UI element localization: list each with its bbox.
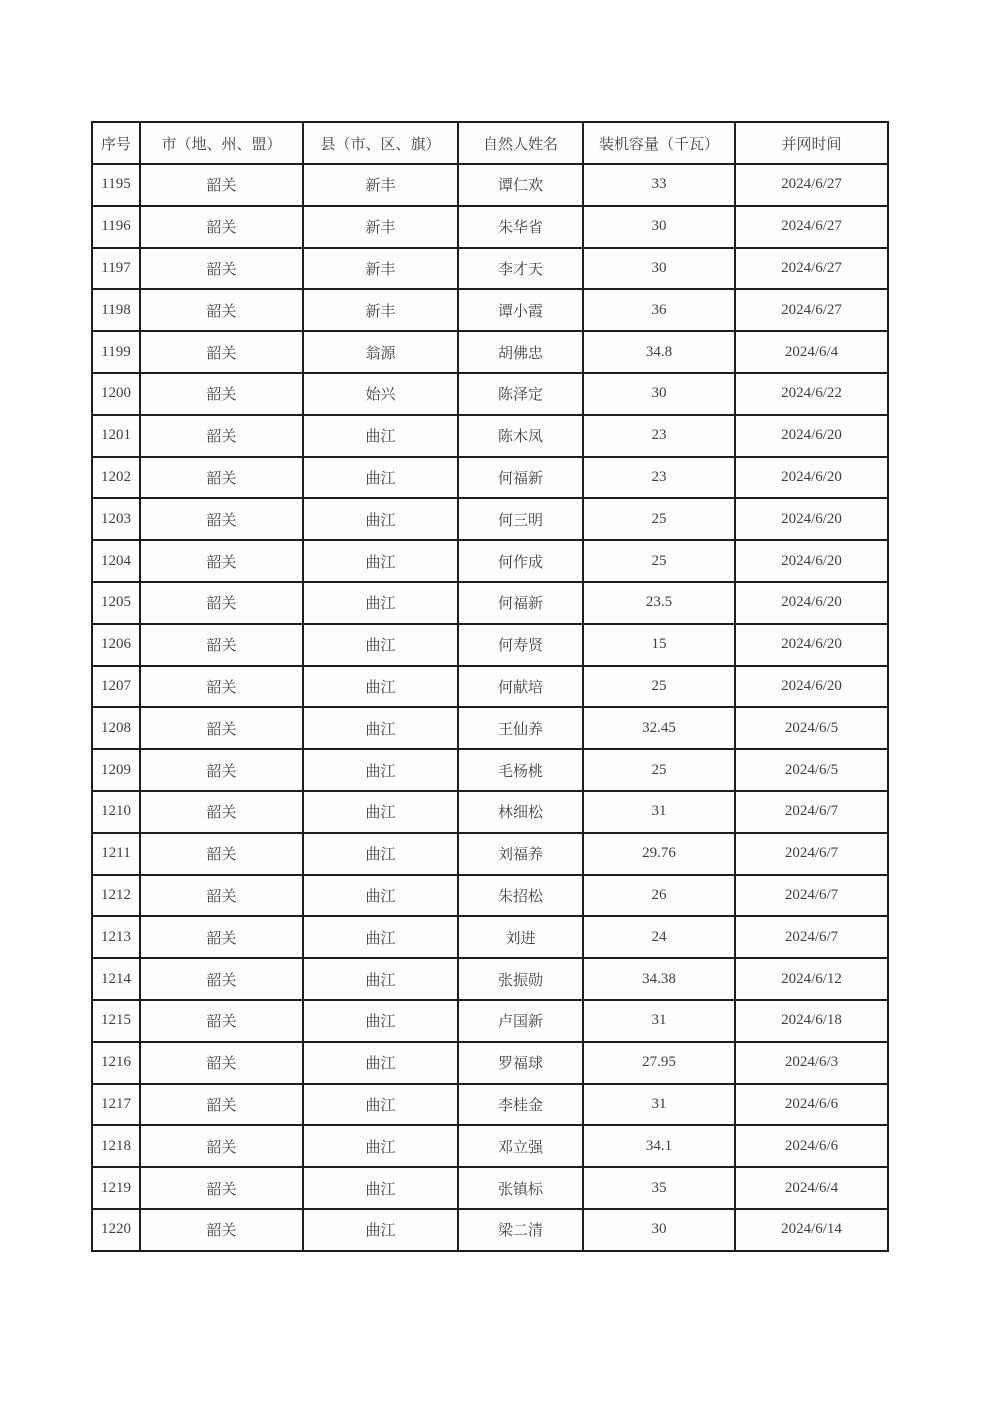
cell-grid-connection-date: 2024/6/18 bbox=[735, 1000, 888, 1042]
cell-person-name: 林细松 bbox=[458, 791, 583, 833]
cell-grid-connection-date: 2024/6/27 bbox=[735, 248, 888, 290]
cell-person-name: 何作成 bbox=[458, 540, 583, 582]
cell-city: 韶关 bbox=[140, 1084, 303, 1126]
cell-county: 曲江 bbox=[303, 415, 458, 457]
cell-grid-connection-date: 2024/6/22 bbox=[735, 373, 888, 415]
cell-person-name: 刘福养 bbox=[458, 833, 583, 875]
header-county: 县（市、区、旗） bbox=[303, 122, 458, 164]
cell-city: 韶关 bbox=[140, 373, 303, 415]
cell-city: 韶关 bbox=[140, 206, 303, 248]
cell-serial: 1208 bbox=[92, 707, 140, 749]
cell-grid-connection-date: 2024/6/27 bbox=[735, 206, 888, 248]
cell-city: 韶关 bbox=[140, 749, 303, 791]
cell-city: 韶关 bbox=[140, 415, 303, 457]
cell-capacity-kw: 34.8 bbox=[583, 331, 735, 373]
cell-county: 曲江 bbox=[303, 1042, 458, 1084]
cell-county: 曲江 bbox=[303, 916, 458, 958]
cell-serial: 1209 bbox=[92, 749, 140, 791]
cell-person-name: 王仙养 bbox=[458, 707, 583, 749]
cell-serial: 1214 bbox=[92, 958, 140, 1000]
cell-serial: 1203 bbox=[92, 498, 140, 540]
cell-capacity-kw: 23 bbox=[583, 457, 735, 499]
cell-city: 韶关 bbox=[140, 875, 303, 917]
cell-county: 新丰 bbox=[303, 289, 458, 331]
table-row bbox=[92, 415, 888, 457]
cell-person-name: 朱华省 bbox=[458, 206, 583, 248]
cell-county: 曲江 bbox=[303, 624, 458, 666]
table-row bbox=[92, 540, 888, 582]
cell-county: 曲江 bbox=[303, 707, 458, 749]
cell-county: 始兴 bbox=[303, 373, 458, 415]
cell-city: 韶关 bbox=[140, 164, 303, 206]
cell-county: 新丰 bbox=[303, 248, 458, 290]
cell-city: 韶关 bbox=[140, 1209, 303, 1251]
cell-grid-connection-date: 2024/6/3 bbox=[735, 1042, 888, 1084]
cell-serial: 1201 bbox=[92, 415, 140, 457]
cell-grid-connection-date: 2024/6/7 bbox=[735, 875, 888, 917]
cell-grid-connection-date: 2024/6/5 bbox=[735, 707, 888, 749]
table-row bbox=[92, 248, 888, 290]
cell-county: 新丰 bbox=[303, 164, 458, 206]
cell-capacity-kw: 23 bbox=[583, 415, 735, 457]
cell-serial: 1213 bbox=[92, 916, 140, 958]
cell-county: 曲江 bbox=[303, 958, 458, 1000]
table-row bbox=[92, 289, 888, 331]
cell-capacity-kw: 30 bbox=[583, 206, 735, 248]
cell-serial: 1198 bbox=[92, 289, 140, 331]
cell-serial: 1215 bbox=[92, 1000, 140, 1042]
cell-capacity-kw: 25 bbox=[583, 749, 735, 791]
cell-grid-connection-date: 2024/6/12 bbox=[735, 958, 888, 1000]
cell-capacity-kw: 24 bbox=[583, 916, 735, 958]
cell-city: 韶关 bbox=[140, 916, 303, 958]
cell-city: 韶关 bbox=[140, 248, 303, 290]
cell-serial: 1205 bbox=[92, 582, 140, 624]
cell-grid-connection-date: 2024/6/4 bbox=[735, 331, 888, 373]
table-row bbox=[92, 1167, 888, 1209]
cell-county: 曲江 bbox=[303, 875, 458, 917]
cell-county: 曲江 bbox=[303, 540, 458, 582]
cell-person-name: 张镇标 bbox=[458, 1167, 583, 1209]
cell-grid-connection-date: 2024/6/20 bbox=[735, 624, 888, 666]
table-row bbox=[92, 373, 888, 415]
cell-city: 韶关 bbox=[140, 666, 303, 708]
cell-city: 韶关 bbox=[140, 624, 303, 666]
table-row bbox=[92, 457, 888, 499]
cell-capacity-kw: 34.1 bbox=[583, 1125, 735, 1167]
cell-city: 韶关 bbox=[140, 498, 303, 540]
cell-person-name: 梁二清 bbox=[458, 1209, 583, 1251]
cell-person-name: 刘进 bbox=[458, 916, 583, 958]
cell-grid-connection-date: 2024/6/6 bbox=[735, 1125, 888, 1167]
table-row bbox=[92, 1000, 888, 1042]
cell-person-name: 何福新 bbox=[458, 582, 583, 624]
cell-serial: 1219 bbox=[92, 1167, 140, 1209]
cell-grid-connection-date: 2024/6/6 bbox=[735, 1084, 888, 1126]
cell-capacity-kw: 27.95 bbox=[583, 1042, 735, 1084]
header-capacity-kw: 装机容量（千瓦） bbox=[583, 122, 735, 164]
cell-county: 曲江 bbox=[303, 582, 458, 624]
cell-grid-connection-date: 2024/6/27 bbox=[735, 164, 888, 206]
cell-capacity-kw: 33 bbox=[583, 164, 735, 206]
cell-grid-connection-date: 2024/6/7 bbox=[735, 916, 888, 958]
cell-serial: 1196 bbox=[92, 206, 140, 248]
cell-county: 曲江 bbox=[303, 1000, 458, 1042]
cell-person-name: 何献培 bbox=[458, 666, 583, 708]
cell-serial: 1195 bbox=[92, 164, 140, 206]
cell-city: 韶关 bbox=[140, 331, 303, 373]
cell-serial: 1217 bbox=[92, 1084, 140, 1126]
cell-grid-connection-date: 2024/6/4 bbox=[735, 1167, 888, 1209]
cell-capacity-kw: 32.45 bbox=[583, 707, 735, 749]
cell-grid-connection-date: 2024/6/20 bbox=[735, 415, 888, 457]
table-row bbox=[92, 666, 888, 708]
cell-city: 韶关 bbox=[140, 791, 303, 833]
table-row bbox=[92, 331, 888, 373]
table-row bbox=[92, 206, 888, 248]
table-row bbox=[92, 791, 888, 833]
cell-capacity-kw: 31 bbox=[583, 791, 735, 833]
cell-county: 曲江 bbox=[303, 833, 458, 875]
table-row bbox=[92, 1084, 888, 1126]
cell-city: 韶关 bbox=[140, 833, 303, 875]
header-row bbox=[92, 122, 888, 164]
cell-serial: 1207 bbox=[92, 666, 140, 708]
cell-serial: 1197 bbox=[92, 248, 140, 290]
cell-person-name: 李才天 bbox=[458, 248, 583, 290]
cell-serial: 1218 bbox=[92, 1125, 140, 1167]
cell-person-name: 朱招松 bbox=[458, 875, 583, 917]
cell-grid-connection-date: 2024/6/20 bbox=[735, 457, 888, 499]
cell-person-name: 毛杨桃 bbox=[458, 749, 583, 791]
cell-capacity-kw: 25 bbox=[583, 498, 735, 540]
cell-serial: 1211 bbox=[92, 833, 140, 875]
cell-city: 韶关 bbox=[140, 540, 303, 582]
cell-person-name: 罗福球 bbox=[458, 1042, 583, 1084]
table-body bbox=[92, 164, 888, 1251]
cell-capacity-kw: 30 bbox=[583, 373, 735, 415]
cell-person-name: 何三明 bbox=[458, 498, 583, 540]
cell-city: 韶关 bbox=[140, 1042, 303, 1084]
header-grid-connection-date: 并网时间 bbox=[735, 122, 888, 164]
cell-grid-connection-date: 2024/6/7 bbox=[735, 791, 888, 833]
table-row bbox=[92, 749, 888, 791]
cell-serial: 1202 bbox=[92, 457, 140, 499]
table-row bbox=[92, 624, 888, 666]
cell-grid-connection-date: 2024/6/5 bbox=[735, 749, 888, 791]
cell-person-name: 谭仁欢 bbox=[458, 164, 583, 206]
cell-capacity-kw: 15 bbox=[583, 624, 735, 666]
table-row bbox=[92, 958, 888, 1000]
cell-county: 新丰 bbox=[303, 206, 458, 248]
cell-person-name: 李桂金 bbox=[458, 1084, 583, 1126]
cell-county: 翁源 bbox=[303, 331, 458, 373]
cell-person-name: 何寿贤 bbox=[458, 624, 583, 666]
cell-serial: 1204 bbox=[92, 540, 140, 582]
cell-city: 韶关 bbox=[140, 1000, 303, 1042]
cell-capacity-kw: 35 bbox=[583, 1167, 735, 1209]
cell-capacity-kw: 26 bbox=[583, 875, 735, 917]
cell-grid-connection-date: 2024/6/7 bbox=[735, 833, 888, 875]
cell-grid-connection-date: 2024/6/20 bbox=[735, 582, 888, 624]
cell-grid-connection-date: 2024/6/20 bbox=[735, 666, 888, 708]
cell-serial: 1199 bbox=[92, 331, 140, 373]
cell-county: 曲江 bbox=[303, 1209, 458, 1251]
cell-capacity-kw: 34.38 bbox=[583, 958, 735, 1000]
table-row bbox=[92, 1209, 888, 1251]
header-serial: 序号 bbox=[92, 122, 140, 164]
cell-capacity-kw: 30 bbox=[583, 248, 735, 290]
cell-county: 曲江 bbox=[303, 498, 458, 540]
cell-person-name: 卢国新 bbox=[458, 1000, 583, 1042]
table-row bbox=[92, 582, 888, 624]
cell-person-name: 胡佛忠 bbox=[458, 331, 583, 373]
cell-grid-connection-date: 2024/6/14 bbox=[735, 1209, 888, 1251]
table-row bbox=[92, 833, 888, 875]
cell-serial: 1206 bbox=[92, 624, 140, 666]
cell-capacity-kw: 30 bbox=[583, 1209, 735, 1251]
cell-grid-connection-date: 2024/6/27 bbox=[735, 289, 888, 331]
cell-person-name: 邓立强 bbox=[458, 1125, 583, 1167]
cell-person-name: 陈木凤 bbox=[458, 415, 583, 457]
cell-person-name: 陈泽定 bbox=[458, 373, 583, 415]
cell-county: 曲江 bbox=[303, 457, 458, 499]
cell-person-name: 谭小霞 bbox=[458, 289, 583, 331]
table-row bbox=[92, 498, 888, 540]
cell-serial: 1210 bbox=[92, 791, 140, 833]
cell-capacity-kw: 31 bbox=[583, 1084, 735, 1126]
cell-capacity-kw: 31 bbox=[583, 1000, 735, 1042]
cell-capacity-kw: 25 bbox=[583, 540, 735, 582]
cell-county: 曲江 bbox=[303, 749, 458, 791]
cell-county: 曲江 bbox=[303, 1084, 458, 1126]
table-row bbox=[92, 1042, 888, 1084]
table-row bbox=[92, 164, 888, 206]
cell-city: 韶关 bbox=[140, 582, 303, 624]
cell-grid-connection-date: 2024/6/20 bbox=[735, 540, 888, 582]
cell-grid-connection-date: 2024/6/20 bbox=[735, 498, 888, 540]
table-row bbox=[92, 1125, 888, 1167]
cell-serial: 1212 bbox=[92, 875, 140, 917]
table-row bbox=[92, 875, 888, 917]
cell-city: 韶关 bbox=[140, 958, 303, 1000]
header-city: 市（地、州、盟） bbox=[140, 122, 303, 164]
cell-county: 曲江 bbox=[303, 791, 458, 833]
table-row bbox=[92, 916, 888, 958]
header-person-name: 自然人姓名 bbox=[458, 122, 583, 164]
table-header bbox=[92, 122, 888, 164]
cell-city: 韶关 bbox=[140, 1167, 303, 1209]
cell-person-name: 何福新 bbox=[458, 457, 583, 499]
cell-serial: 1220 bbox=[92, 1209, 140, 1251]
table-row bbox=[92, 707, 888, 749]
cell-county: 曲江 bbox=[303, 1167, 458, 1209]
cell-county: 曲江 bbox=[303, 666, 458, 708]
cell-city: 韶关 bbox=[140, 1125, 303, 1167]
cell-serial: 1216 bbox=[92, 1042, 140, 1084]
cell-capacity-kw: 25 bbox=[583, 666, 735, 708]
cell-city: 韶关 bbox=[140, 289, 303, 331]
cell-capacity-kw: 29.76 bbox=[583, 833, 735, 875]
cell-city: 韶关 bbox=[140, 707, 303, 749]
cell-city: 韶关 bbox=[140, 457, 303, 499]
pv-grid-connection-table bbox=[91, 121, 889, 1252]
cell-person-name: 张振勋 bbox=[458, 958, 583, 1000]
cell-capacity-kw: 23.5 bbox=[583, 582, 735, 624]
cell-county: 曲江 bbox=[303, 1125, 458, 1167]
cell-serial: 1200 bbox=[92, 373, 140, 415]
cell-capacity-kw: 36 bbox=[583, 289, 735, 331]
